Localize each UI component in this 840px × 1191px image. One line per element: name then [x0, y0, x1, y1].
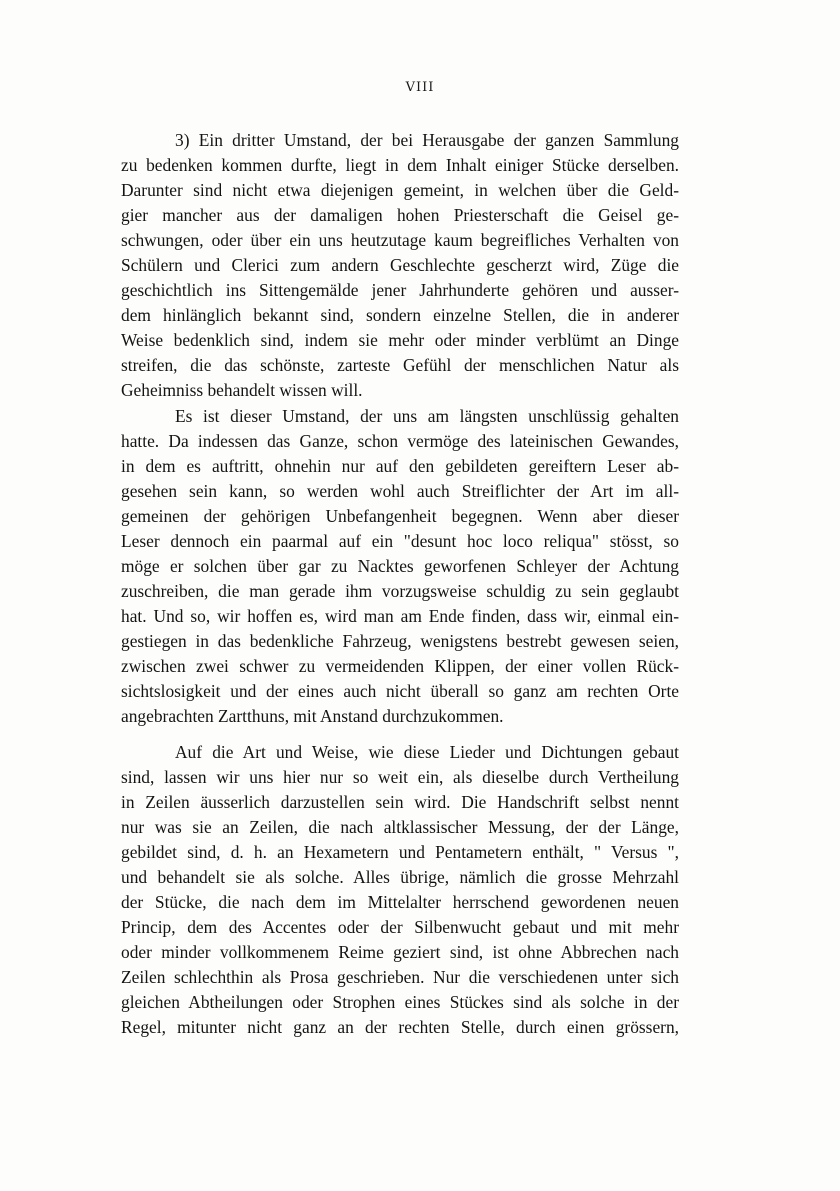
text-line: zuschreiben, die man gerade ihm vorzugsweise schuldig zu sein geglaubt: [121, 581, 679, 601]
text-line: geschichtlich ins Sittengemälde jener Jahrhunderte gehören und ausser-: [121, 280, 679, 300]
text-line: Princip, dem des Accentes oder der Silbenwucht gebaut und mit mehr: [121, 917, 679, 937]
text-line: Es ist dieser Umstand, der uns am längsten unschlüssig gehalten: [175, 406, 679, 426]
text-line: möge er solchen über gar zu Nacktes geworfenen Schleyer der Achtung: [121, 556, 679, 576]
text-line: Schülern und Clerici zum andern Geschlechte gescherzt wird, Züge die: [121, 255, 679, 275]
text-line: streifen, die das schönste, zarteste Gefühl der menschlichen Natur als: [121, 355, 679, 375]
text-line: gier mancher aus der damaligen hohen Priesterschaft die Geisel ge-: [121, 205, 679, 225]
text-line: Auf die Art und Weise, wie diese Lieder und Dichtungen gebaut: [175, 742, 679, 762]
text-line: gleichen Abtheilungen oder Strophen eines Stückes sind als solche in der: [121, 992, 679, 1012]
text-line: Darunter sind nicht etwa diejenigen gemeint, in welchen über die Geld-: [121, 180, 679, 200]
text-line: in Zeilen äusserlich darzustellen sein wird. Die Handschrift selbst nennt: [121, 792, 679, 812]
text-line: und behandelt sie als solche. Alles übrige, nämlich die grosse Mehrzahl: [121, 867, 679, 887]
text-line: nur was sie an Zeilen, die nach altklassischer Messung, der der Länge,: [121, 817, 679, 837]
text-line: hat. Und so, wir hoffen es, wird man am Ende finden, dass wir, einmal ein-: [121, 606, 679, 626]
text-line: Weise bedenklich sind, indem sie mehr oder minder verblümt an Dinge: [121, 330, 679, 350]
text-line: gesehen sein kann, so werden wohl auch Streiflichter der Art im all-: [121, 481, 679, 501]
text-line: angebrachten Zartthuns, mit Anstand durchzukommen.: [121, 706, 504, 726]
text-line: dem hinlänglich bekannt sind, sondern einzelne Stellen, die in anderer: [121, 305, 679, 325]
text-line: Zeilen schlechthin als Prosa geschrieben. Nur die verschiedenen unter sich: [121, 967, 679, 987]
text-line: Geheimniss behandelt wissen will.: [121, 380, 363, 400]
text-line: Leser dennoch ein paarmal auf ein "desunt hoc loco reliqua" stösst, so: [121, 531, 679, 551]
text-line: in dem es auftritt, ohnehin nur auf den gebildeten gereiftern Leser ab-: [121, 456, 679, 476]
text-line: der Stücke, die nach dem im Mittelalter herrschend gewordenen neuen: [121, 892, 679, 912]
text-line: schwungen, oder über ein uns heutzutage kaum begreifliches Verhalten von: [121, 230, 679, 250]
text-line: sichtslosigkeit und der eines auch nicht überall so ganz am rechten Orte: [121, 681, 679, 701]
text-line: sind, lassen wir uns hier nur so weit ein, als dieselbe durch Vertheilung: [121, 767, 679, 787]
text-line: oder minder vollkommenem Reime geziert sind, ist ohne Abbrechen nach: [121, 942, 679, 962]
text-line: 3) Ein dritter Umstand, der bei Herausgabe der ganzen Sammlung: [175, 130, 679, 150]
text-line: gebildet sind, d. h. an Hexametern und Pentametern enthält, " Versus ",: [121, 842, 679, 862]
text-line: gestiegen in das bedenkliche Fahrzeug, wenigstens bestrebt gewesen seien,: [121, 631, 679, 651]
page-number: VIII: [405, 80, 435, 95]
text-line: hatte. Da indessen das Ganze, schon vermöge des lateinischen Gewandes,: [121, 431, 679, 451]
text-line: gemeinen der gehörigen Unbefangenheit begegnen. Wenn aber dieser: [121, 506, 679, 526]
text-line: zwischen zwei schwer zu vermeidenden Klippen, der einer vollen Rück-: [121, 656, 679, 676]
text-line: Regel, mitunter nicht ganz an der rechten Stelle, durch einen grössern,: [121, 1017, 679, 1037]
text-line: zu bedenken kommen durfte, liegt in dem Inhalt einiger Stücke derselben.: [121, 155, 679, 175]
